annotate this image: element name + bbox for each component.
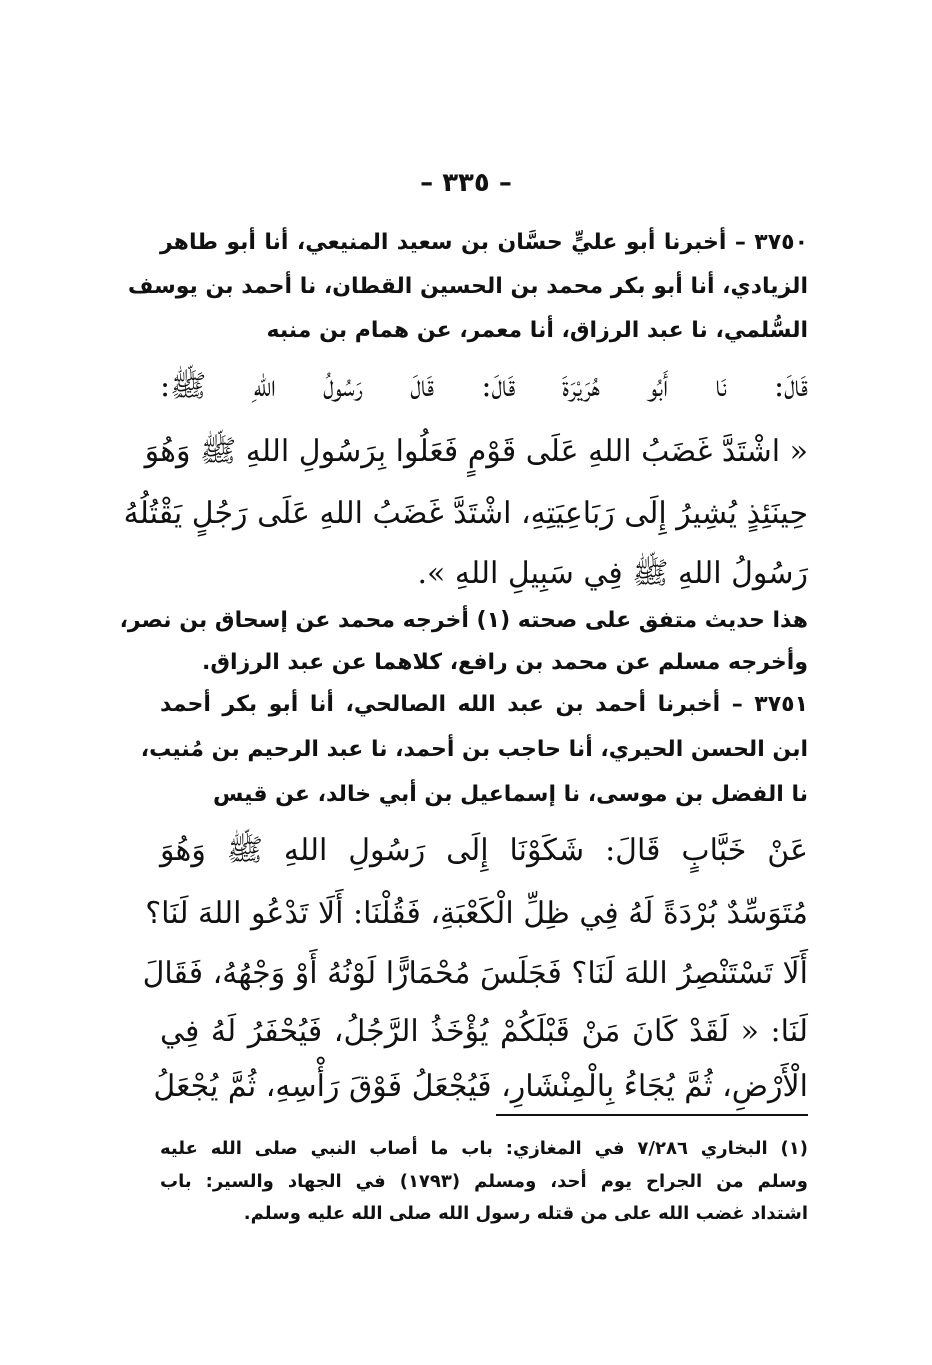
chain-3751-line-1: ٣٧٥١ – أخبرنا أحمد بن عبد الله الصالحي، أنا أبو بكر أحمد: [160, 692, 808, 717]
footnote-line-2: وسلم من الجراح يوم أحد، ومسلم (١٧٩٣) في الجهاد والسير: باب: [160, 1171, 808, 1192]
footnote-line-3: اشتداد غضب الله على من قتله رسول الله صلى الله عليه وسلم.: [243, 1203, 808, 1224]
footnote-line-1: (١) البخاري ٧/٢٨٦ في المغازي: باب ما أصاب النبي صلى الله عليه: [160, 1138, 808, 1159]
hadith-3751-line-1: عَنْ خَبَّابٍ قَالَ: شَكَوْنَا إِلَى رَسُولِ اللهِ ﷺ وَهُوَ: [160, 833, 808, 868]
hadith-3751-line-5: الْأَرْضِ، ثُمَّ يُجَاءُ بِالْمِنْشَارِ، فَيُجْعَلُ فَوْقَ رَأْسِهِ، ثُمَّ يُجْعَلُ: [153, 1069, 808, 1104]
chain-3750-line-1: ٣٧٥٠ – أخبرنا أبو عليٍّ حسَّان بن سعيد المنيعي، أنا أبو طاهر: [160, 230, 808, 255]
hadith-3751-line-4: لَنَا: « لَقَدْ كَانَ مَنْ قَبْلَكُمْ يُؤْخَذُ الرَّجُلُ، فَيُحْفَرُ لَهُ فِي: [160, 1014, 808, 1049]
commentary-line-2: وأخرجه مسلم عن محمد بن رافع، كلاهما عن عبد الرزاق.: [202, 650, 808, 675]
hadith-3751-line-2: مُتَوَسِّدٌ بُرْدَةً لَهُ فِي ظِلِّ الْكَعْبَةِ، فَقُلْنَا: أَلَا تَدْعُو اللهَ لَنَا؟: [145, 896, 808, 931]
chain-3750-line-3: السُّلمي، نا عبد الرزاق، أنا معمر، عن همام بن منبه: [266, 318, 808, 343]
page-number: – ٣٣٥ –: [420, 168, 512, 198]
footnote-separator: [496, 1114, 808, 1116]
commentary-line-1: هذا حديث متفق على صحته (١) أخرجه محمد عن إسحاق بن نصر،: [119, 608, 808, 633]
chain-3751-line-3: نا الفضل بن موسى، نا إسماعيل بن أبي خالد، عن قيس: [212, 782, 808, 807]
hadith-3750-line-2: « اشْتَدَّ غَضَبُ اللهِ عَلَى قَوْمٍ فَعَلُوا بِرَسُولِ اللهِ ﷺ وَهُوَ: [144, 434, 808, 469]
hadith-3750-line-3: حِينَئِذٍ يُشِيرُ إِلَى رَبَاعِيَتِهِ، اشْتَدَّ غَضَبُ اللهِ عَلَى رَجُلٍ يَقْتُلُهُ: [123, 496, 808, 531]
chain-3750-line-2: الزيادي، أنا أبو بكر محمد بن الحسين القطان، نا أحمد بن يوسف: [127, 274, 808, 299]
hadith-3750-line-1: قَالَ: نَا أَبُو هُرَيْرَةَ قَالَ: قَالَ رَسُولُ اللهِ ﷺ:: [160, 369, 808, 404]
chain-3751-line-2: ابن الحسن الحيري، أنا حاجب بن أحمد، نا عبد الرحيم بن مُنيب،: [140, 737, 808, 762]
hadith-3750-line-4: رَسُولُ اللهِ ﷺ فِي سَبِيلِ اللهِ ».: [417, 556, 808, 591]
hadith-3751-line-3: أَلَا تَسْتَنْصِرُ اللهَ لَنَا؟ فَجَلَسَ مُحْمَارًّا لَوْنُهُ أَوْ وَجْهُهُ، فَقَالَ: [142, 956, 808, 991]
